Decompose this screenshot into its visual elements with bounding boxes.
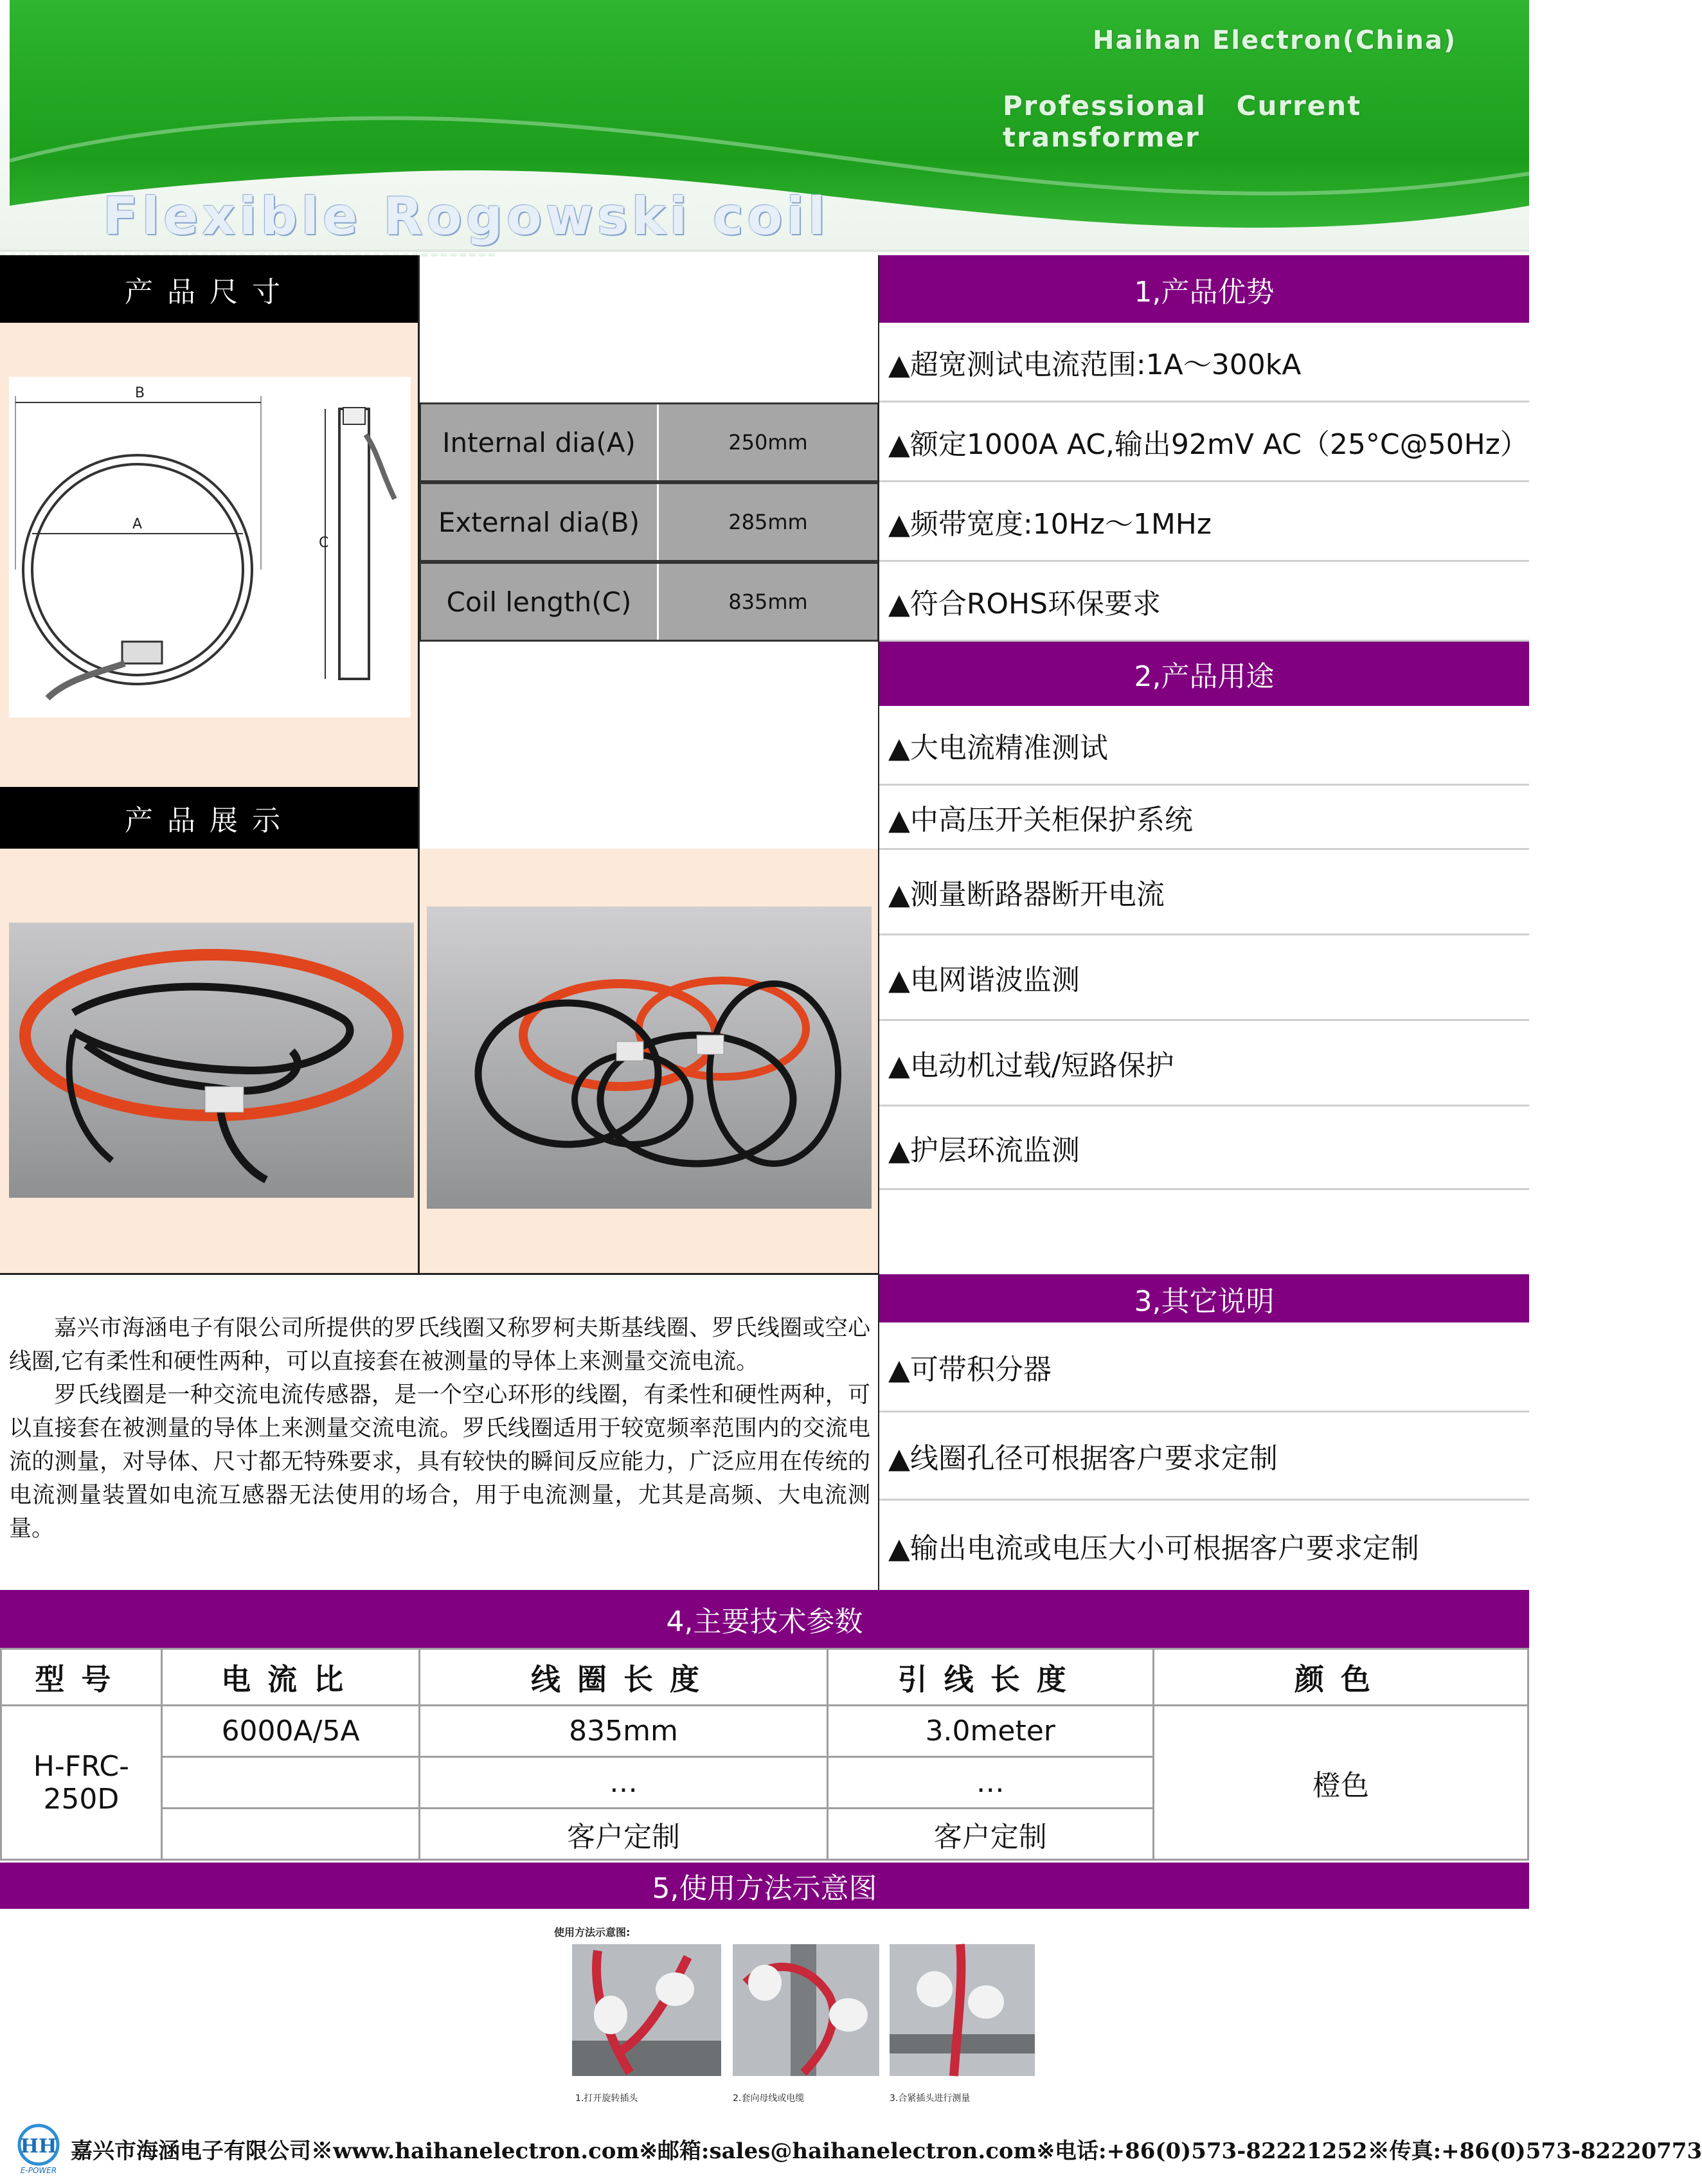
product-photo-1 [9,923,414,1198]
header-slogan: Professional Current transformer [1003,90,1362,153]
usage-caption-title: 使用方法示意图: [554,1926,631,1938]
product-description [9,1312,870,1546]
advantage-item: ▲频带宽度:10Hz～1MHz [879,482,1529,562]
description-paragraph: 罗氏线圈是一种交流电流传感器，是一个空心环形的线圈，有柔性和硬性两种，可以直接套在被测量的导体上来测量交流电流。罗氏线圈适用于较宽频率范围内的交流电流的测量，对导体、尺寸都无特殊要求，具有较快的瞬间反应能力，广泛应用在传统的电流测量装置如电流互感器无法使用的场合，用于电流测量，尤其是高频、大电流测量。 [9,1382,870,1542]
column-header: 引线长度 [827,1649,1153,1706]
ratio-cell: 6000A/5A [161,1706,420,1757]
logo-text: E-POWER [20,2166,57,2175]
note-item: ▲可带积分器 [879,1322,1529,1412]
usage-photo-3 [890,1944,1035,2076]
note-item: ▲线圈孔径可根据客户要求定制 [879,1412,1529,1501]
column-header: 颜色 [1153,1649,1528,1706]
ratio-cell [161,1757,420,1809]
product-title: Flexible Rogowski coil [103,186,830,246]
table-row [1,1706,1528,1757]
svg-text:HH: HH [20,2135,57,2158]
application-item: ▲电动机过载/短路保护 [879,1021,1529,1106]
model-cell: H-FRC-250D [1,1706,162,1860]
advantage-item: ▲超宽测试电流范围:1A～300kA [879,323,1529,402]
notes-heading: 3,其它说明 [879,1274,1529,1322]
coil-length-cell: … [420,1757,827,1809]
company-name-en: Haihan Electron(China) [1093,26,1457,55]
color-cell: 橙色 [1153,1706,1528,1860]
application-item: ▲测量断路器断开电流 [879,850,1529,935]
dimensions-heading: 产品尺寸 [0,255,419,323]
coil-length-cell: 835mm [420,1706,827,1757]
lead-length-cell: 3.0meter [827,1706,1153,1757]
usage-step-caption: 3.合紧插头进行测量 [890,2093,971,2104]
label-c: C [319,535,329,551]
spec-label: Coil length(C) [421,564,659,640]
description-paragraph: 嘉兴市海涵电子有限公司所提供的罗氏线圈又称罗柯夫斯基线圈、罗氏线圈或空心线圈,它有柔性和硬性两种，可以直接套在被测量的导体上来测量交流电流。 [9,1315,870,1375]
spec-row [419,402,879,482]
lead-length-cell: … [827,1757,1153,1809]
coil-length-cell: 客户定制 [420,1809,827,1860]
usage-step-caption: 1.打开旋转插头 [575,2093,638,2104]
dimension-drawing [9,377,411,717]
spec-row [419,482,879,562]
applications-heading: 2,产品用途 [879,642,1529,706]
advantage-item: ▲额定1000A AC,输出92mV AC（25°C@50Hz） [879,402,1529,482]
spec-label: Internal dia(A) [421,404,659,480]
column-header: 型号 [1,1649,162,1706]
footer-contact: 嘉兴市海涵电子有限公司※www.haihanelectron.com※邮箱:sales@haihanelectron.com※电话:+86(0)573-82221252※传真:+86(0)573-82220773 [71,2138,1702,2164]
note-item: ▲输出电流或电压大小可根据客户要求定制 [879,1501,1529,1590]
column-divider [418,255,420,1274]
application-item: ▲大电流精准测试 [879,706,1529,786]
spec-value: 285mm [728,510,808,534]
application-blank [879,1190,1529,1274]
ratio-cell [161,1809,420,1860]
showcase-heading: 产品展示 [0,787,419,849]
company-logo [13,2123,64,2174]
usage-step-caption: 2.套向母线或电缆 [733,2093,805,2104]
label-a: A [132,516,143,532]
application-item: ▲电网谐波监测 [879,935,1529,1021]
application-item: ▲中高压开关柜保护系统 [879,786,1529,850]
footer [0,2115,1702,2184]
column-header: 线圈长度 [420,1649,827,1706]
application-item: ▲护层环流监测 [879,1106,1529,1190]
usage-heading: 5,使用方法示意图 [0,1863,1529,1909]
label-b: B [135,385,145,401]
column-header: 电流比 [161,1649,420,1706]
usage-photo-2 [733,1944,879,2076]
spec-label: External dia(B) [421,484,659,560]
spec-value: 835mm [728,590,808,614]
advantage-item: ▲符合ROHS环保要求 [879,562,1529,642]
params-table [0,1648,1529,1861]
lead-length-cell: 客户定制 [827,1809,1153,1860]
usage-photo-1 [572,1944,721,2076]
header-banner [0,0,1529,251]
params-heading: 4,主要技术参数 [0,1590,1529,1648]
table-header-row [1,1649,1528,1706]
product-photo-2 [427,907,872,1209]
advantages-heading: 1,产品优势 [879,255,1529,323]
spec-row [419,562,879,642]
spec-value: 250mm [728,430,808,455]
row-divider [0,1273,879,1275]
